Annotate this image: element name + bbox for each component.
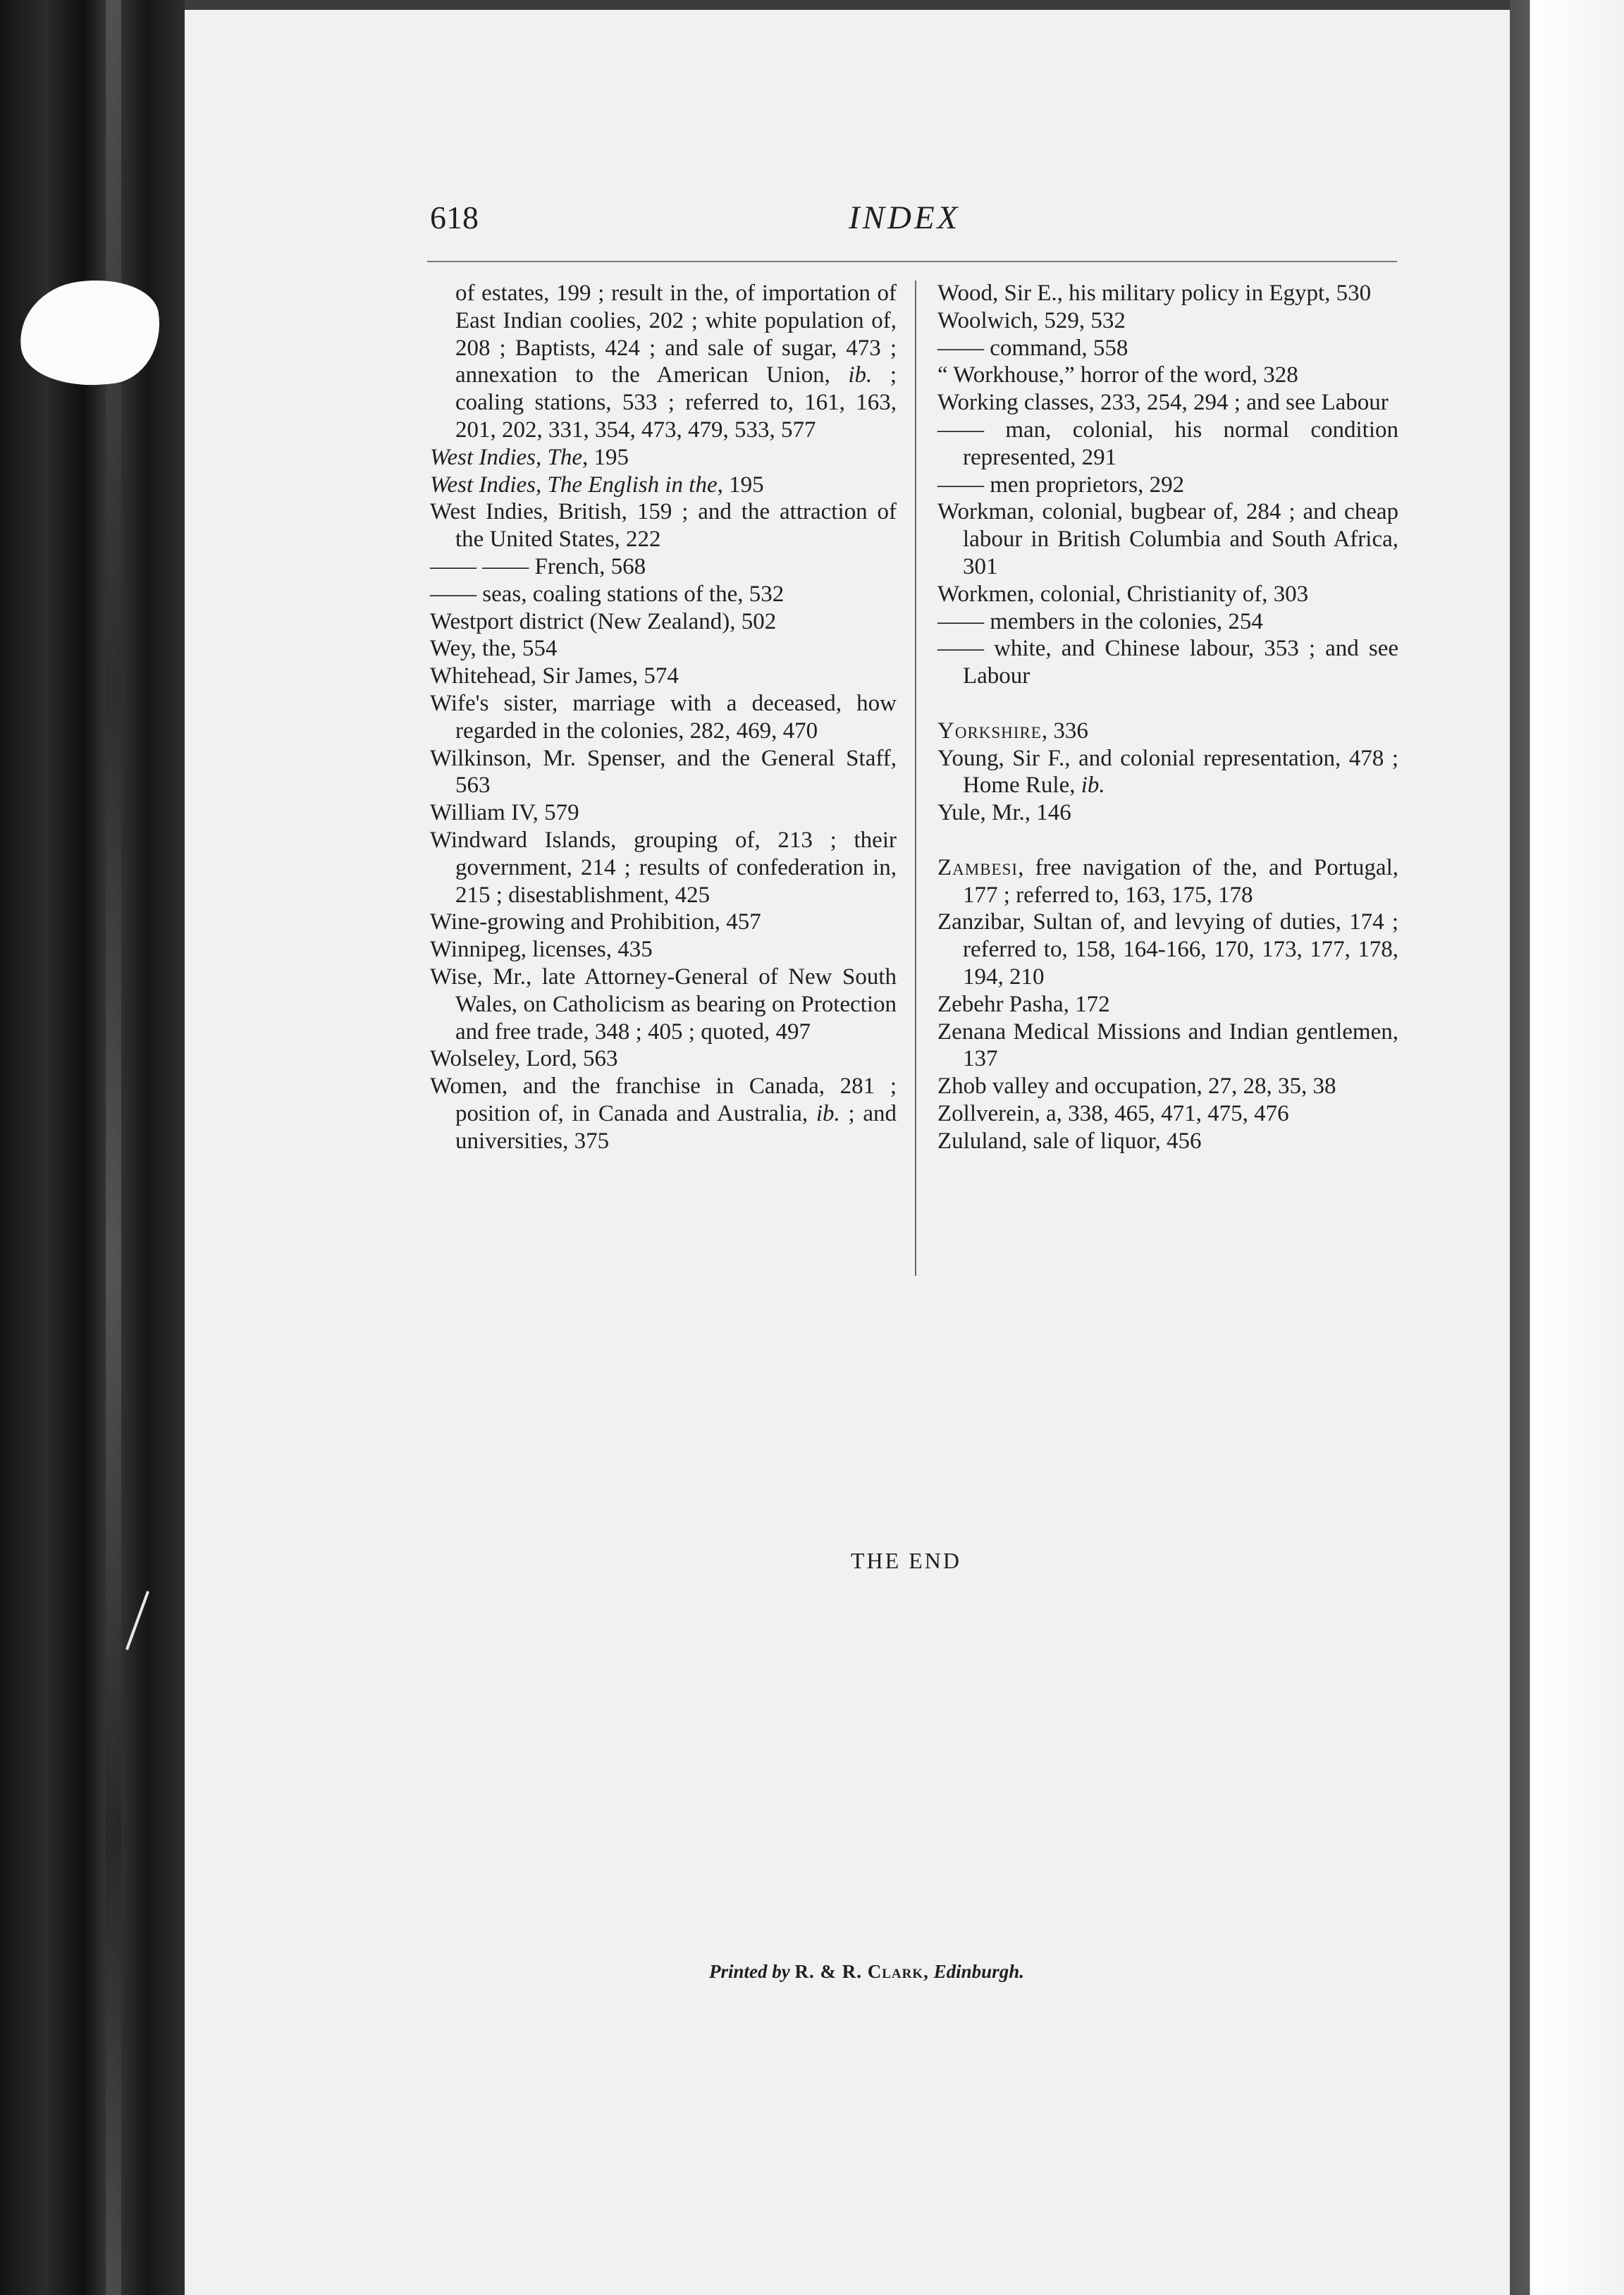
index-entry-text: of estates, 199 ; result in the, of importation of East Indian coolies, 202 ; white population of, 208 ; Baptists, 424 ; and sale of sugar, 473 ; annexation to the American Union, ib. ; coaling stations, 533 ; referred to, 161, 163, 201, 202, 331, 354, 473, 479, 533, 577	[455, 281, 897, 443]
index-entry-text: Zhob valley and occupation, 27, 28, 35, 38	[937, 1073, 1336, 1100]
index-entry-text: Wood, Sir E., his military policy in Egypt, 530	[937, 281, 1372, 306]
index-entry-text: Yule, Mr., 146	[937, 800, 1071, 826]
index-entry-text: —— white, and Chinese labour, 353 ; and see Labour	[937, 636, 1398, 689]
index-entry-text: Working classes, 233, 254, 294 ; and see Labour	[937, 390, 1389, 416]
index-entry-text: , 336	[1041, 718, 1088, 744]
printer-imprint	[709, 1961, 1024, 1983]
index-entry-text: Workman, colonial, bugbear of, 284 ; and cheap labour in British Columbia and South Africa, 301	[937, 499, 1398, 579]
index-entry-text: Woolwich, 529, 532	[937, 307, 1126, 333]
index-entry	[937, 280, 1398, 307]
index-entry	[937, 1128, 1398, 1155]
index-entry	[430, 964, 897, 1045]
index-entry	[430, 1045, 897, 1073]
index-entry	[937, 498, 1398, 580]
index-entry	[430, 799, 897, 827]
index-entry-text: Whitehead, Sir James, 574	[430, 663, 679, 689]
index-entry	[430, 936, 897, 964]
index-entry	[430, 909, 897, 936]
index-entry-text: —— command, 558	[937, 335, 1128, 361]
index-entry-text: Wey, the, 554	[430, 636, 558, 662]
index-entry	[430, 827, 897, 909]
index-entry	[937, 362, 1398, 389]
index-entry-heading: West Indies, The	[430, 444, 583, 470]
index-entry	[937, 991, 1398, 1019]
index-entry	[430, 444, 897, 472]
index-entry-text: William IV, 579	[430, 800, 579, 826]
index-column-right	[937, 280, 1398, 1155]
index-entry-text: Wolseley, Lord, 563	[430, 1046, 618, 1072]
index-entry-text: Winnipeg, licenses, 435	[430, 937, 653, 963]
index-entry-text: —— members in the colonies, 254	[937, 608, 1263, 634]
index-entry	[430, 280, 897, 444]
index-entry-text: —— seas, coaling stations of the, 532	[430, 581, 785, 607]
index-entry	[937, 1100, 1398, 1128]
header-rule	[427, 261, 1397, 262]
index-entry-text: Workmen, colonial, Christianity of, 303	[937, 581, 1309, 607]
page-number: 618	[430, 199, 479, 235]
index-entry	[430, 690, 897, 745]
index-entry-text: Wife's sister, marriage with a deceased, how regarded in the colonies, 282, 469, 470	[430, 690, 897, 744]
index-entry-text: “ Workhouse,” horror of the word, 328	[937, 362, 1298, 388]
index-entry-text: —— —— French, 568	[430, 553, 646, 579]
index-entry-text: West Indies, British, 159 ; and the attraction of the United States, 222	[430, 499, 897, 553]
index-entry	[937, 745, 1398, 800]
index-entry-text: Westport district (New Zealand), 502	[430, 608, 777, 634]
index-entry	[937, 389, 1398, 417]
index-entry	[430, 1073, 897, 1155]
index-entry	[430, 745, 897, 800]
index-entry	[937, 635, 1398, 690]
column-divider	[915, 281, 916, 1276]
imprint-printed-by: Printed by	[709, 1961, 790, 1982]
index-entry	[937, 718, 1398, 745]
index-entry-heading: West Indies, The English in the	[430, 472, 718, 498]
index-entry-text: , 195	[717, 472, 764, 498]
index-entry	[430, 498, 897, 553]
index-entry-heading: Yorkshire	[937, 718, 1042, 744]
index-entry-text: Wise, Mr., late Attorney-General of New South Wales, on Catholicism as bearing on Protection and free trade, 348 ; 405 ; quoted, 497	[430, 964, 897, 1045]
index-entry	[937, 1073, 1398, 1100]
index-entry-text: Zululand, sale of liquor, 456	[937, 1128, 1202, 1154]
index-entry	[937, 799, 1398, 827]
index-entry	[937, 417, 1398, 472]
index-entry-text: Zenana Medical Missions and Indian gentlemen, 137	[937, 1019, 1398, 1072]
index-entry-text: Zebehr Pasha, 172	[937, 991, 1110, 1017]
index-entry	[430, 553, 897, 581]
index-entry	[937, 335, 1398, 362]
running-title: INDEX	[849, 199, 961, 236]
index-entry-text: —— man, colonial, his normal condition represented, 291	[937, 417, 1398, 470]
the-end-mark: THE END	[851, 1548, 961, 1573]
index-entry-text: Zollverein, a, 338, 465, 471, 475, 476	[937, 1100, 1289, 1126]
imprint-printer: R. & R. Clark,	[794, 1961, 929, 1982]
index-entry	[937, 608, 1398, 636]
index-entry	[430, 608, 897, 636]
index-entry	[937, 472, 1398, 499]
index-entry	[937, 909, 1398, 990]
index-entry-text: Women, and the franchise in Canada, 281 ; position of, in Canada and Australia, ib. ; and universities, 375	[430, 1073, 897, 1154]
index-entry-text: —— men proprietors, 292	[937, 472, 1185, 498]
page-edge	[1510, 0, 1624, 2295]
index-entry	[430, 635, 897, 663]
index-entry-text: Wine-growing and Prohibition, 457	[430, 909, 761, 935]
index-entry-heading: Zambesi	[937, 854, 1019, 880]
index-entry-text: , 195	[582, 444, 629, 470]
index-entry-text: Zanzibar, Sultan of, and levying of duties, 174 ; referred to, 158, 164-166, 170, 173, 177, 178, 194, 210	[937, 909, 1398, 990]
index-entry	[430, 581, 897, 608]
imprint-place: Edinburgh.	[933, 1961, 1024, 1982]
index-entry	[937, 1019, 1398, 1073]
index-entry	[937, 581, 1398, 608]
index-entry-text: Windward Islands, grouping of, 213 ; their government, 214 ; results of confederation in, 215 ; disestablishment, 425	[430, 827, 897, 908]
index-entry	[937, 307, 1398, 335]
index-entry-text: , free navigation of the, and Portugal, 177 ; referred to, 163, 175, 178	[963, 854, 1398, 908]
index-entry-text: Wilkinson, Mr. Spenser, and the General Staff, 563	[430, 745, 897, 799]
index-column-left	[430, 280, 897, 1155]
index-entry	[430, 472, 897, 499]
index-entry	[430, 663, 897, 690]
index-entry-text: Young, Sir F., and colonial representation, 478 ; Home Rule, ib.	[937, 745, 1398, 799]
index-entry	[937, 854, 1398, 909]
